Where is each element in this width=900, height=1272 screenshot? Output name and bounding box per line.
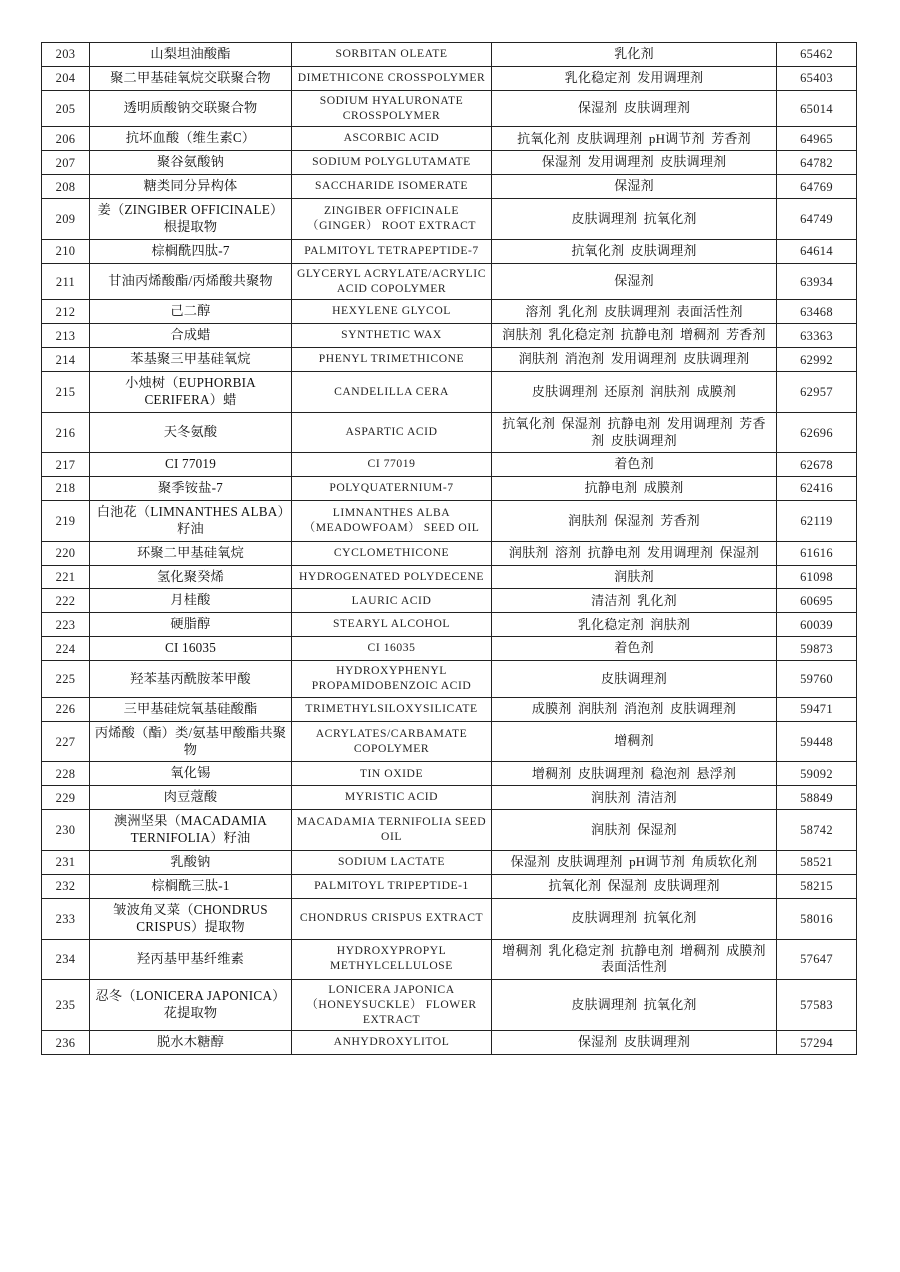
cell-index: 204 <box>42 66 90 90</box>
cell-index: 226 <box>42 697 90 721</box>
cell-index: 230 <box>42 810 90 851</box>
cell-usage-count: 62696 <box>777 412 857 452</box>
cell-function: 润肤剂 保湿剂 芳香剂 <box>492 500 777 541</box>
cell-chinese-name: 棕榈酰三肽-1 <box>90 874 292 898</box>
table-row <box>42 199 857 240</box>
cell-chinese-name: 小烛树（EUPHORBIA CERIFERA）蜡 <box>90 372 292 413</box>
cell-function: 增稠剂 皮肤调理剂 稳泡剂 悬浮剂 <box>492 762 777 786</box>
cell-function: 成膜剂 润肤剂 消泡剂 皮肤调理剂 <box>492 697 777 721</box>
cell-inci-name: SODIUM LACTATE <box>292 851 492 875</box>
cell-chinese-name: 硬脂醇 <box>90 613 292 637</box>
cell-usage-count: 62119 <box>777 500 857 541</box>
cell-index: 210 <box>42 239 90 263</box>
cell-function: 清洁剂 乳化剂 <box>492 589 777 613</box>
cell-inci-name: SODIUM POLYGLUTAMATE <box>292 151 492 175</box>
cell-chinese-name: 聚谷氨酸钠 <box>90 151 292 175</box>
cell-inci-name: HEXYLENE GLYCOL <box>292 300 492 324</box>
cell-function: 保湿剂 皮肤调理剂 <box>492 90 777 127</box>
cell-index: 235 <box>42 979 90 1030</box>
cell-usage-count: 57583 <box>777 979 857 1030</box>
cell-usage-count: 65014 <box>777 90 857 127</box>
cell-function: 润肤剂 <box>492 565 777 589</box>
cell-index: 227 <box>42 721 90 762</box>
cell-inci-name: ASPARTIC ACID <box>292 412 492 452</box>
cell-inci-name: SORBITAN OLEATE <box>292 43 492 67</box>
cell-usage-count: 62416 <box>777 477 857 501</box>
cell-index: 225 <box>42 661 90 698</box>
cell-usage-count: 65462 <box>777 43 857 67</box>
cell-index: 220 <box>42 541 90 565</box>
cell-chinese-name: CI 77019 <box>90 453 292 477</box>
cell-usage-count: 59092 <box>777 762 857 786</box>
table-row <box>42 939 857 979</box>
cell-inci-name: HYDROXYPROPYL METHYLCELLULOSE <box>292 939 492 979</box>
cell-usage-count: 59760 <box>777 661 857 698</box>
table-row <box>42 613 857 637</box>
cell-index: 215 <box>42 372 90 413</box>
cell-inci-name: TIN OXIDE <box>292 762 492 786</box>
cell-usage-count: 59448 <box>777 721 857 762</box>
cell-inci-name: MYRISTIC ACID <box>292 786 492 810</box>
cell-inci-name: CHONDRUS CRISPUS EXTRACT <box>292 898 492 939</box>
cell-index: 206 <box>42 127 90 151</box>
cell-function: 润肤剂 消泡剂 发用调理剂 皮肤调理剂 <box>492 348 777 372</box>
cell-inci-name: GLYCERYL ACRYLATE/ACRYLIC ACID COPOLYMER <box>292 263 492 300</box>
cell-chinese-name: 天冬氨酸 <box>90 412 292 452</box>
cell-chinese-name: 忍冬（LONICERA JAPONICA）花提取物 <box>90 979 292 1030</box>
cell-index: 233 <box>42 898 90 939</box>
cell-function: 着色剂 <box>492 453 777 477</box>
cell-inci-name: LIMNANTHES ALBA （MEADOWFOAM） SEED OIL <box>292 500 492 541</box>
table-row <box>42 661 857 698</box>
table-row <box>42 565 857 589</box>
cell-usage-count: 59471 <box>777 697 857 721</box>
cell-chinese-name: 棕榈酰四肽-7 <box>90 239 292 263</box>
cell-inci-name: MACADAMIA TERNIFOLIA SEED OIL <box>292 810 492 851</box>
cell-chinese-name: 环聚二甲基硅氧烷 <box>90 541 292 565</box>
cell-index: 211 <box>42 263 90 300</box>
table-row <box>42 127 857 151</box>
cell-chinese-name: 山梨坦油酸酯 <box>90 43 292 67</box>
table-row <box>42 175 857 199</box>
cell-inci-name: CYCLOMETHICONE <box>292 541 492 565</box>
table-row <box>42 1031 857 1055</box>
cell-usage-count: 64965 <box>777 127 857 151</box>
table-row <box>42 541 857 565</box>
table-row <box>42 151 857 175</box>
cell-function: 抗静电剂 成膜剂 <box>492 477 777 501</box>
cell-usage-count: 60039 <box>777 613 857 637</box>
cell-chinese-name: 肉豆蔻酸 <box>90 786 292 810</box>
cell-function: 溶剂 乳化剂 皮肤调理剂 表面活性剂 <box>492 300 777 324</box>
cell-usage-count: 58521 <box>777 851 857 875</box>
cell-chinese-name: 澳洲坚果（MACADAMIA TERNIFOLIA）籽油 <box>90 810 292 851</box>
table-row <box>42 851 857 875</box>
cell-usage-count: 64769 <box>777 175 857 199</box>
cell-chinese-name: 皱波角叉菜（CHONDRUS CRISPUS）提取物 <box>90 898 292 939</box>
table-row <box>42 762 857 786</box>
table-row <box>42 637 857 661</box>
cell-chinese-name: 透明质酸钠交联聚合物 <box>90 90 292 127</box>
table-row <box>42 324 857 348</box>
cell-index: 232 <box>42 874 90 898</box>
cell-usage-count: 62678 <box>777 453 857 477</box>
cell-inci-name: PHENYL TRIMETHICONE <box>292 348 492 372</box>
table-row <box>42 810 857 851</box>
cell-function: 润肤剂 乳化稳定剂 抗静电剂 增稠剂 芳香剂 <box>492 324 777 348</box>
cell-function: 乳化稳定剂 发用调理剂 <box>492 66 777 90</box>
table-row <box>42 348 857 372</box>
cell-function: 润肤剂 清洁剂 <box>492 786 777 810</box>
cell-inci-name: ZINGIBER OFFICINALE （GINGER） ROOT EXTRACT <box>292 199 492 240</box>
cell-chinese-name: CI 16035 <box>90 637 292 661</box>
cell-index: 229 <box>42 786 90 810</box>
cell-index: 234 <box>42 939 90 979</box>
cell-usage-count: 61616 <box>777 541 857 565</box>
cell-chinese-name: 氧化锡 <box>90 762 292 786</box>
cell-function: 抗氧化剂 保湿剂 皮肤调理剂 <box>492 874 777 898</box>
cell-usage-count: 59873 <box>777 637 857 661</box>
cell-chinese-name: 苯基聚三甲基硅氧烷 <box>90 348 292 372</box>
cell-usage-count: 65403 <box>777 66 857 90</box>
cell-usage-count: 64782 <box>777 151 857 175</box>
cell-inci-name: CI 16035 <box>292 637 492 661</box>
cell-usage-count: 58742 <box>777 810 857 851</box>
cell-chinese-name: 羟丙基甲基纤维素 <box>90 939 292 979</box>
table-row <box>42 898 857 939</box>
cell-usage-count: 61098 <box>777 565 857 589</box>
cell-inci-name: DIMETHICONE CROSSPOLYMER <box>292 66 492 90</box>
cell-usage-count: 64614 <box>777 239 857 263</box>
table-row <box>42 874 857 898</box>
cell-index: 212 <box>42 300 90 324</box>
cell-usage-count: 58215 <box>777 874 857 898</box>
cell-usage-count: 57294 <box>777 1031 857 1055</box>
cell-chinese-name: 己二醇 <box>90 300 292 324</box>
cell-usage-count: 62957 <box>777 372 857 413</box>
cell-inci-name: ACRYLATES/CARBAMATE COPOLYMER <box>292 721 492 762</box>
cell-index: 205 <box>42 90 90 127</box>
cosmetic-ingredient-table <box>41 42 857 1055</box>
table-row <box>42 239 857 263</box>
table-row <box>42 500 857 541</box>
cell-function: 皮肤调理剂 抗氧化剂 <box>492 979 777 1030</box>
cell-inci-name: STEARYL ALCOHOL <box>292 613 492 637</box>
cell-usage-count: 63363 <box>777 324 857 348</box>
cell-chinese-name: 白池花（LIMNANTHES ALBA）籽油 <box>90 500 292 541</box>
cell-inci-name: ANHYDROXYLITOL <box>292 1031 492 1055</box>
table-body <box>42 43 857 1055</box>
cell-chinese-name: 合成蜡 <box>90 324 292 348</box>
cell-usage-count: 63468 <box>777 300 857 324</box>
table-row <box>42 412 857 452</box>
cell-inci-name: PALMITOYL TETRAPEPTIDE-7 <box>292 239 492 263</box>
cell-index: 231 <box>42 851 90 875</box>
cell-index: 223 <box>42 613 90 637</box>
table-row <box>42 66 857 90</box>
cell-chinese-name: 丙烯酸（酯）类/氨基甲酸酯共聚物 <box>90 721 292 762</box>
cell-index: 222 <box>42 589 90 613</box>
cell-function: 乳化剂 <box>492 43 777 67</box>
cell-inci-name: CANDELILLA CERA <box>292 372 492 413</box>
cell-inci-name: LONICERA JAPONICA （HONEYSUCKLE） FLOWER EXTRACT <box>292 979 492 1030</box>
cell-usage-count: 58016 <box>777 898 857 939</box>
table-row <box>42 477 857 501</box>
cell-chinese-name: 乳酸钠 <box>90 851 292 875</box>
cell-chinese-name: 三甲基硅烷氧基硅酸酯 <box>90 697 292 721</box>
cell-function: 增稠剂 乳化稳定剂 抗静电剂 增稠剂 成膜剂 表面活性剂 <box>492 939 777 979</box>
table-row <box>42 263 857 300</box>
cell-function: 保湿剂 <box>492 175 777 199</box>
cell-function: 润肤剂 保湿剂 <box>492 810 777 851</box>
cell-chinese-name: 姜（ZINGIBER OFFICINALE）根提取物 <box>90 199 292 240</box>
cell-inci-name: SYNTHETIC WAX <box>292 324 492 348</box>
cell-index: 224 <box>42 637 90 661</box>
cell-chinese-name: 月桂酸 <box>90 589 292 613</box>
cell-usage-count: 57647 <box>777 939 857 979</box>
table-row <box>42 90 857 127</box>
cell-index: 218 <box>42 477 90 501</box>
table-row <box>42 589 857 613</box>
table-row <box>42 786 857 810</box>
table-row <box>42 43 857 67</box>
cell-function: 抗氧化剂 保湿剂 抗静电剂 发用调理剂 芳香剂 皮肤调理剂 <box>492 412 777 452</box>
cell-inci-name: SODIUM HYALURONATE CROSSPOLYMER <box>292 90 492 127</box>
cell-index: 217 <box>42 453 90 477</box>
cell-function: 增稠剂 <box>492 721 777 762</box>
cell-index: 219 <box>42 500 90 541</box>
cell-index: 236 <box>42 1031 90 1055</box>
cell-index: 216 <box>42 412 90 452</box>
table-row <box>42 979 857 1030</box>
cell-function: 保湿剂 皮肤调理剂 <box>492 1031 777 1055</box>
cell-chinese-name: 脱水木糖醇 <box>90 1031 292 1055</box>
table-row <box>42 697 857 721</box>
cell-function: 保湿剂 皮肤调理剂 pH调节剂 角质软化剂 <box>492 851 777 875</box>
cell-inci-name: ASCORBIC ACID <box>292 127 492 151</box>
cell-index: 228 <box>42 762 90 786</box>
cell-chinese-name: 抗坏血酸（维生素C） <box>90 127 292 151</box>
cell-usage-count: 58849 <box>777 786 857 810</box>
cell-index: 207 <box>42 151 90 175</box>
table-row <box>42 300 857 324</box>
cell-function: 润肤剂 溶剂 抗静电剂 发用调理剂 保湿剂 <box>492 541 777 565</box>
cell-inci-name: HYDROGENATED POLYDECENE <box>292 565 492 589</box>
cell-inci-name: POLYQUATERNIUM-7 <box>292 477 492 501</box>
cell-function: 乳化稳定剂 润肤剂 <box>492 613 777 637</box>
cell-usage-count: 60695 <box>777 589 857 613</box>
cell-function: 皮肤调理剂 抗氧化剂 <box>492 199 777 240</box>
cell-index: 221 <box>42 565 90 589</box>
cell-function: 着色剂 <box>492 637 777 661</box>
cell-inci-name: CI 77019 <box>292 453 492 477</box>
table-row <box>42 372 857 413</box>
cell-index: 214 <box>42 348 90 372</box>
cell-index: 209 <box>42 199 90 240</box>
cell-index: 208 <box>42 175 90 199</box>
cell-usage-count: 62992 <box>777 348 857 372</box>
cell-function: 抗氧化剂 皮肤调理剂 <box>492 239 777 263</box>
cell-function: 皮肤调理剂 抗氧化剂 <box>492 898 777 939</box>
cell-inci-name: PALMITOYL TRIPEPTIDE-1 <box>292 874 492 898</box>
cell-index: 203 <box>42 43 90 67</box>
cell-usage-count: 63934 <box>777 263 857 300</box>
cell-inci-name: SACCHARIDE ISOMERATE <box>292 175 492 199</box>
cell-index: 213 <box>42 324 90 348</box>
cell-function: 皮肤调理剂 <box>492 661 777 698</box>
cell-inci-name: TRIMETHYLSILOXYSILICATE <box>292 697 492 721</box>
cell-chinese-name: 氢化聚癸烯 <box>90 565 292 589</box>
cell-function: 皮肤调理剂 还原剂 润肤剂 成膜剂 <box>492 372 777 413</box>
cell-chinese-name: 羟苯基丙酰胺苯甲酸 <box>90 661 292 698</box>
cell-inci-name: HYDROXYPHENYL PROPAMIDOBENZOIC ACID <box>292 661 492 698</box>
cell-usage-count: 64749 <box>777 199 857 240</box>
cell-function: 抗氧化剂 皮肤调理剂 pH调节剂 芳香剂 <box>492 127 777 151</box>
cell-chinese-name: 糖类同分异构体 <box>90 175 292 199</box>
cell-chinese-name: 聚二甲基硅氧烷交联聚合物 <box>90 66 292 90</box>
cell-function: 保湿剂 <box>492 263 777 300</box>
table-row <box>42 453 857 477</box>
cell-function: 保湿剂 发用调理剂 皮肤调理剂 <box>492 151 777 175</box>
cell-chinese-name: 聚季铵盐-7 <box>90 477 292 501</box>
table-row <box>42 721 857 762</box>
ingredient-table-container <box>41 42 856 1055</box>
cell-chinese-name: 甘油丙烯酸酯/丙烯酸共聚物 <box>90 263 292 300</box>
cell-inci-name: LAURIC ACID <box>292 589 492 613</box>
